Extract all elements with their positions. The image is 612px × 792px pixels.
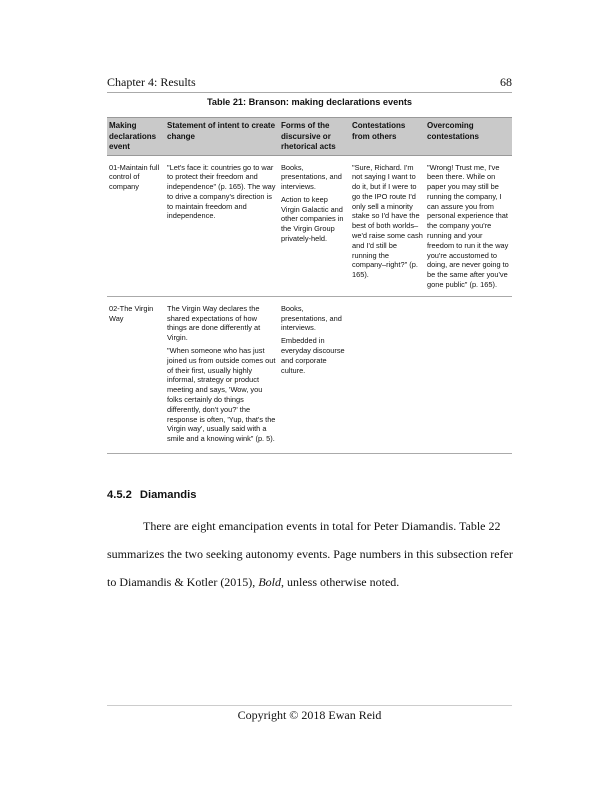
cell-paragraph: "When someone who has just joined us from outside comes out of their first, usually highly informal, strategy or product meeting and says, 'Wow, you folks certainly do things differently, don't you?' the response is often, 'Yup, that's the Virgin way', usually said with a smile and a knowing wink" (p. 5).: [167, 346, 276, 444]
column-header: Contestations from others: [350, 118, 425, 156]
table-row: [107, 296, 512, 453]
column-header: Making declarations event: [107, 118, 165, 156]
event-cell: 02-The Virgin Way: [107, 296, 165, 453]
column-header: Forms of the discursive or rhetorical acts: [279, 118, 350, 156]
event-cell: 01-Maintain full control of company: [107, 155, 165, 296]
overcoming-cell: "Wrong! Trust me, I've been there. While on paper you may still be running the company, I can assure you from personal experience that the company you're running and your freedom to run it the way you're accustomed to doing, are never going to be the same after you've gone public" (p. 165).: [425, 155, 512, 296]
table-header-row: [107, 118, 512, 156]
table-row: [107, 155, 512, 296]
body-paragraph: [107, 512, 517, 596]
page-number: 68: [500, 75, 512, 89]
cell-paragraph: Action to keep Virgin Galactic and other companies in the Virgin Group privately-held.: [281, 194, 344, 244]
paragraph-text: , unless otherwise noted.: [280, 575, 400, 589]
page-header: [107, 75, 512, 90]
column-header: Overcoming contestations: [425, 118, 512, 156]
cell-paragraph: Books, presentations, and interviews.: [281, 162, 342, 192]
chapter-title: Chapter 4: Results: [107, 75, 196, 89]
overcoming-cell: [425, 296, 512, 453]
contestations-cell: [350, 296, 425, 453]
cell-paragraph: The Virgin Way declares the shared expectations of how things are done differently at Virgin.: [167, 303, 261, 343]
footer-copyright: Copyright © 2018 Ewan Reid: [237, 708, 382, 722]
cell-paragraph: Embedded in everyday discourse and corporate culture.: [281, 336, 345, 375]
section-heading: [107, 489, 204, 501]
cell-paragraph: Books, presentations, and interviews.: [281, 303, 342, 333]
forms-cell: [279, 296, 350, 453]
section-number: 4.5.2: [107, 489, 132, 501]
statement-cell: [165, 155, 279, 296]
cell-paragraph: "Let's face it: countries go to war to protect their freedom and independence" (p. 165). The way to drive a company's direction is to maintain freedom and independence.: [167, 162, 276, 221]
contestations-cell: "Sure, Richard. I'm not saying I want to do it, but if I were to go the IPO route I'd only sell a minority stake so I'd have the best of both worlds–we'd raise some cash and I'd still be running the company–right?" (p. 165).: [350, 155, 425, 296]
header-divider: [107, 92, 512, 93]
book-title: Bold: [258, 575, 281, 589]
paragraph-text: There are eight emancipation events in total for Peter Diamandis. Table 22 summarizes the two seeking autonomy events. Page numbers in this subsection refer to Diamandis & Kotler (2015),: [107, 519, 513, 589]
column-header: Statement of intent to create change: [165, 118, 279, 156]
statement-cell: [165, 296, 279, 453]
section-title: Diamandis: [139, 489, 197, 501]
table-title: Table 21: Branson: making declarations events: [206, 97, 413, 107]
declarations-table: [107, 117, 512, 454]
footer-divider: [107, 705, 512, 706]
forms-cell: [279, 155, 350, 296]
